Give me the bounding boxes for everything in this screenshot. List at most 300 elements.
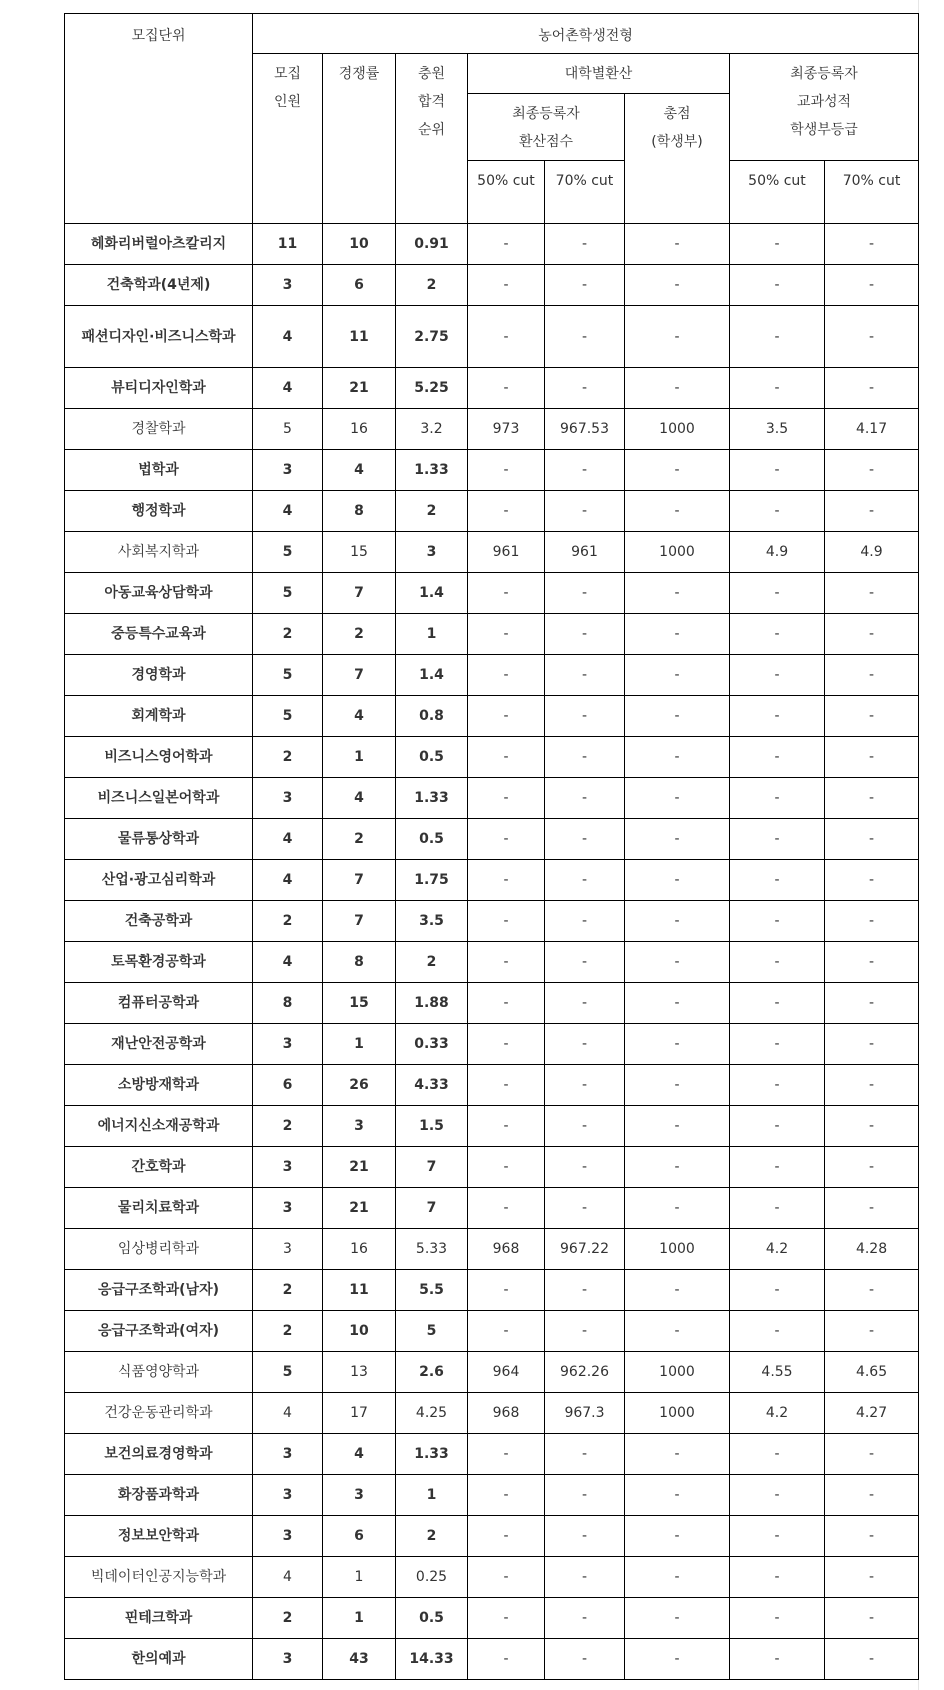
- cut50-grade-cell: 4.55: [730, 1352, 825, 1393]
- quota-cell: 3: [253, 1639, 323, 1680]
- dept-name-cell: 간호학과: [65, 1147, 253, 1188]
- dept-name-cell: 임상병리학과: [65, 1229, 253, 1270]
- competition-cell: 2: [323, 819, 396, 860]
- cut70-converted-cell: -: [545, 368, 625, 409]
- cut70-grade-cell: -: [825, 819, 919, 860]
- waitlist-cell: 4.33: [396, 1065, 468, 1106]
- cut50-grade-cell: -: [730, 983, 825, 1024]
- table-row: [65, 901, 919, 942]
- total-score-cell: -: [625, 1516, 730, 1557]
- dept-name-cell: 비즈니스일본어학과: [65, 778, 253, 819]
- cut70-converted-cell: -: [545, 265, 625, 306]
- competition-cell: 15: [323, 983, 396, 1024]
- competition-cell: 10: [323, 1311, 396, 1352]
- quota-cell: 5: [253, 532, 323, 573]
- cut50-converted-cell: -: [468, 1024, 545, 1065]
- cut70-converted-cell: -: [545, 1024, 625, 1065]
- cut50-grade-cell: -: [730, 573, 825, 614]
- table-row: [65, 1475, 919, 1516]
- cut50-grade-cell: -: [730, 1065, 825, 1106]
- total-score-cell: 1000: [625, 1393, 730, 1434]
- cut70-converted-cell: -: [545, 224, 625, 265]
- total-score-cell: -: [625, 1311, 730, 1352]
- waitlist-cell: 3.5: [396, 901, 468, 942]
- cut50-grade-cell: -: [730, 1516, 825, 1557]
- waitlist-cell: 0.5: [396, 819, 468, 860]
- cut50-grade-cell: -: [730, 368, 825, 409]
- cut50-converted-cell: -: [468, 655, 545, 696]
- table-row: [65, 983, 919, 1024]
- table-row: [65, 1229, 919, 1270]
- competition-cell: 11: [323, 1270, 396, 1311]
- quota-cell: 3: [253, 1516, 323, 1557]
- cut70-grade-cell: -: [825, 983, 919, 1024]
- cut50-grade-cell: -: [730, 1598, 825, 1639]
- table-row: [65, 450, 919, 491]
- table-row: [65, 573, 919, 614]
- quota-cell: 4: [253, 942, 323, 983]
- waitlist-cell: 5.5: [396, 1270, 468, 1311]
- cut50-grade-cell: 4.2: [730, 1229, 825, 1270]
- cut70-grade-cell: -: [825, 942, 919, 983]
- dept-name-cell: 재난안전공학과: [65, 1024, 253, 1065]
- table-row: [65, 1352, 919, 1393]
- total-score-cell: 1000: [625, 532, 730, 573]
- total-score-cell: -: [625, 983, 730, 1024]
- competition-cell: 7: [323, 860, 396, 901]
- dept-name-cell: 응급구조학과(여자): [65, 1311, 253, 1352]
- dept-name-cell: 물리치료학과: [65, 1188, 253, 1229]
- cut70-converted-cell: -: [545, 1065, 625, 1106]
- competition-cell: 1: [323, 737, 396, 778]
- cut70-converted-cell: 967.22: [545, 1229, 625, 1270]
- quota-cell: 4: [253, 819, 323, 860]
- cut50-converted-cell: -: [468, 1065, 545, 1106]
- table-row: [65, 655, 919, 696]
- cut50-converted-cell: 968: [468, 1229, 545, 1270]
- total-score-cell: 1000: [625, 1352, 730, 1393]
- total-score-cell: -: [625, 1557, 730, 1598]
- total-score-cell: -: [625, 491, 730, 532]
- cut70-converted-cell: -: [545, 1106, 625, 1147]
- dept-name-cell: 경영학과: [65, 655, 253, 696]
- dept-name-cell: 회계학과: [65, 696, 253, 737]
- quota-cell: 2: [253, 1311, 323, 1352]
- competition-cell: 13: [323, 1352, 396, 1393]
- quota-cell: 4: [253, 860, 323, 901]
- table-row: [65, 224, 919, 265]
- cut50-converted-cell: -: [468, 265, 545, 306]
- waitlist-cell: 5.33: [396, 1229, 468, 1270]
- cut70-grade-cell: -: [825, 1639, 919, 1680]
- competition-cell: 4: [323, 450, 396, 491]
- table-row: [65, 1516, 919, 1557]
- total-score-cell: -: [625, 1270, 730, 1311]
- header-track: 농어촌학생전형: [253, 14, 919, 54]
- cut70-grade-cell: -: [825, 1024, 919, 1065]
- cut50-converted-cell: -: [468, 1147, 545, 1188]
- cut70-grade-cell: -: [825, 491, 919, 532]
- total-score-cell: -: [625, 901, 730, 942]
- cut50-converted-cell: -: [468, 1639, 545, 1680]
- total-score-cell: -: [625, 1639, 730, 1680]
- table-row: [65, 409, 919, 450]
- total-score-cell: -: [625, 1106, 730, 1147]
- total-score-cell: -: [625, 942, 730, 983]
- waitlist-cell: 0.33: [396, 1024, 468, 1065]
- cut70-converted-cell: -: [545, 860, 625, 901]
- table-row: [65, 942, 919, 983]
- dept-name-cell: 아동교육상담학과: [65, 573, 253, 614]
- quota-cell: 2: [253, 1270, 323, 1311]
- total-score-cell: -: [625, 860, 730, 901]
- competition-cell: 16: [323, 1229, 396, 1270]
- quota-cell: 2: [253, 1598, 323, 1639]
- table-row: [65, 1106, 919, 1147]
- header-waitlist-rank: 충원 합격 순위: [396, 54, 468, 224]
- cut70-grade-cell: -: [825, 614, 919, 655]
- total-score-cell: -: [625, 737, 730, 778]
- cut70-converted-cell: -: [545, 901, 625, 942]
- cut70-grade-cell: -: [825, 696, 919, 737]
- competition-cell: 7: [323, 655, 396, 696]
- cut50-converted-cell: -: [468, 1106, 545, 1147]
- cut50-converted-cell: -: [468, 368, 545, 409]
- competition-cell: 1: [323, 1024, 396, 1065]
- competition-cell: 6: [323, 265, 396, 306]
- table-row: [65, 368, 919, 409]
- competition-cell: 4: [323, 1434, 396, 1475]
- dept-name-cell: 화장품과학과: [65, 1475, 253, 1516]
- competition-cell: 21: [323, 368, 396, 409]
- waitlist-cell: 1.88: [396, 983, 468, 1024]
- cut70-grade-cell: -: [825, 265, 919, 306]
- cut50-grade-cell: -: [730, 1106, 825, 1147]
- dept-name-cell: 법학과: [65, 450, 253, 491]
- quota-cell: 5: [253, 573, 323, 614]
- total-score-cell: 1000: [625, 409, 730, 450]
- cut70-converted-cell: -: [545, 696, 625, 737]
- cut70-converted-cell: -: [545, 1188, 625, 1229]
- cut70-grade-cell: -: [825, 1106, 919, 1147]
- quota-cell: 11: [253, 224, 323, 265]
- cut70-converted-cell: -: [545, 1434, 625, 1475]
- cut50-converted-cell: -: [468, 1475, 545, 1516]
- competition-cell: 7: [323, 573, 396, 614]
- cut50-grade-cell: -: [730, 1270, 825, 1311]
- waitlist-cell: 2: [396, 942, 468, 983]
- cut50-grade-cell: -: [730, 901, 825, 942]
- competition-cell: 11: [323, 306, 396, 368]
- cut50-grade-cell: -: [730, 819, 825, 860]
- waitlist-cell: 0.25: [396, 1557, 468, 1598]
- cut70-converted-cell: 967.3: [545, 1393, 625, 1434]
- cut70-grade-cell: -: [825, 860, 919, 901]
- cut50-grade-cell: -: [730, 491, 825, 532]
- cut70-converted-cell: -: [545, 1639, 625, 1680]
- quota-cell: 4: [253, 1393, 323, 1434]
- cut50-grade-cell: 4.9: [730, 532, 825, 573]
- cut70-grade-cell: -: [825, 655, 919, 696]
- cut70-grade-cell: -: [825, 1598, 919, 1639]
- cut50-grade-cell: -: [730, 1475, 825, 1516]
- table-row: [65, 1598, 919, 1639]
- total-score-cell: -: [625, 696, 730, 737]
- dept-name-cell: 비즈니스영어학과: [65, 737, 253, 778]
- total-score-cell: -: [625, 1024, 730, 1065]
- cut50-converted-cell: -: [468, 614, 545, 655]
- table-row: [65, 860, 919, 901]
- cut70-grade-cell: -: [825, 778, 919, 819]
- waitlist-cell: 1.33: [396, 1434, 468, 1475]
- cut70-grade-cell: 4.17: [825, 409, 919, 450]
- waitlist-cell: 5: [396, 1311, 468, 1352]
- header-total-score: 총점 (학생부): [625, 94, 730, 224]
- quota-cell: 4: [253, 306, 323, 368]
- quota-cell: 2: [253, 614, 323, 655]
- waitlist-cell: 7: [396, 1188, 468, 1229]
- cut50-grade-cell: -: [730, 1311, 825, 1352]
- cut70-grade-cell: -: [825, 1516, 919, 1557]
- cut70-grade-cell: 4.28: [825, 1229, 919, 1270]
- dept-name-cell: 핀테크학과: [65, 1598, 253, 1639]
- cut70-grade-cell: -: [825, 1557, 919, 1598]
- competition-cell: 10: [323, 224, 396, 265]
- quota-cell: 3: [253, 1188, 323, 1229]
- competition-cell: 7: [323, 901, 396, 942]
- cut50-grade-cell: -: [730, 942, 825, 983]
- cut50-converted-cell: -: [468, 1434, 545, 1475]
- cut50-converted-cell: -: [468, 983, 545, 1024]
- total-score-cell: -: [625, 1065, 730, 1106]
- waitlist-cell: 14.33: [396, 1639, 468, 1680]
- waitlist-cell: 2: [396, 491, 468, 532]
- cut70-converted-cell: -: [545, 737, 625, 778]
- cut50-converted-cell: 973: [468, 409, 545, 450]
- quota-cell: 3: [253, 1229, 323, 1270]
- dept-name-cell: 보건의료경영학과: [65, 1434, 253, 1475]
- cut70-converted-cell: -: [545, 1475, 625, 1516]
- quota-cell: 4: [253, 368, 323, 409]
- cut70-grade-cell: -: [825, 1270, 919, 1311]
- table-row: [65, 778, 919, 819]
- quota-cell: 4: [253, 1557, 323, 1598]
- competition-cell: 2: [323, 614, 396, 655]
- cut50-converted-cell: -: [468, 901, 545, 942]
- dept-name-cell: 빅데이터인공지능학과: [65, 1557, 253, 1598]
- cut70-converted-cell: -: [545, 1147, 625, 1188]
- waitlist-cell: 1: [396, 614, 468, 655]
- table-row: [65, 1311, 919, 1352]
- cut70-converted-cell: -: [545, 983, 625, 1024]
- waitlist-cell: 0.5: [396, 737, 468, 778]
- quota-cell: 5: [253, 655, 323, 696]
- waitlist-cell: 1.5: [396, 1106, 468, 1147]
- cut50-grade-cell: -: [730, 265, 825, 306]
- cut70-converted-cell: -: [545, 614, 625, 655]
- table-body: [65, 14, 919, 1680]
- dept-name-cell: 경찰학과: [65, 409, 253, 450]
- total-score-cell: -: [625, 1147, 730, 1188]
- table-row: [65, 1188, 919, 1229]
- total-score-cell: -: [625, 614, 730, 655]
- waitlist-cell: 2.75: [396, 306, 468, 368]
- quota-cell: 3: [253, 450, 323, 491]
- dept-name-cell: 건축학과(4년제): [65, 265, 253, 306]
- header-unit: 모집단위: [65, 14, 253, 224]
- quota-cell: 6: [253, 1065, 323, 1106]
- header-univ-conversion: 대학별환산: [468, 54, 730, 94]
- total-score-cell: -: [625, 1598, 730, 1639]
- table-row: [65, 1270, 919, 1311]
- admission-results-table: [64, 13, 919, 1680]
- cut50-grade-cell: -: [730, 306, 825, 368]
- cut50-converted-cell: -: [468, 1311, 545, 1352]
- cut50-grade-cell: -: [730, 1639, 825, 1680]
- waitlist-cell: 0.8: [396, 696, 468, 737]
- total-score-cell: -: [625, 1188, 730, 1229]
- competition-cell: 8: [323, 491, 396, 532]
- cut50-converted-cell: -: [468, 1516, 545, 1557]
- header-quota: 모집 인원: [253, 54, 323, 224]
- dept-name-cell: 정보보안학과: [65, 1516, 253, 1557]
- dept-name-cell: 소방방재학과: [65, 1065, 253, 1106]
- table-row: [65, 491, 919, 532]
- waitlist-cell: 1.4: [396, 655, 468, 696]
- quota-cell: 3: [253, 1434, 323, 1475]
- quota-cell: 3: [253, 1475, 323, 1516]
- quota-cell: 2: [253, 1106, 323, 1147]
- waitlist-cell: 1.33: [396, 450, 468, 491]
- total-score-cell: -: [625, 573, 730, 614]
- dept-name-cell: 산업·광고심리학과: [65, 860, 253, 901]
- dept-name-cell: 패션디자인·비즈니스학과: [65, 306, 253, 368]
- competition-cell: 8: [323, 942, 396, 983]
- dept-name-cell: 헤화리버럴아츠칼리지: [65, 224, 253, 265]
- cut50-converted-cell: -: [468, 1188, 545, 1229]
- quota-cell: 2: [253, 901, 323, 942]
- cut50-grade-cell: -: [730, 1024, 825, 1065]
- competition-cell: 16: [323, 409, 396, 450]
- table-row: [65, 306, 919, 368]
- dept-name-cell: 에너지신소재공학과: [65, 1106, 253, 1147]
- dept-name-cell: 건강운동관리학과: [65, 1393, 253, 1434]
- competition-cell: 21: [323, 1147, 396, 1188]
- cut70-grade-cell: -: [825, 573, 919, 614]
- cut70-converted-cell: -: [545, 819, 625, 860]
- cut70-grade-cell: -: [825, 1434, 919, 1475]
- cut50-converted-cell: 964: [468, 1352, 545, 1393]
- cut70-grade-cell: -: [825, 1188, 919, 1229]
- competition-cell: 1: [323, 1598, 396, 1639]
- quota-cell: 3: [253, 1024, 323, 1065]
- table-row: [65, 1393, 919, 1434]
- quota-cell: 4: [253, 491, 323, 532]
- quota-cell: 5: [253, 409, 323, 450]
- table-row: [65, 1065, 919, 1106]
- cut50-converted-cell: 968: [468, 1393, 545, 1434]
- cut50-grade-cell: -: [730, 450, 825, 491]
- cut70-converted-cell: -: [545, 1516, 625, 1557]
- waitlist-cell: 1.75: [396, 860, 468, 901]
- cut50-grade-cell: -: [730, 860, 825, 901]
- cut70-grade-cell: -: [825, 901, 919, 942]
- competition-cell: 4: [323, 778, 396, 819]
- total-score-cell: -: [625, 306, 730, 368]
- cut50-grade-cell: -: [730, 1557, 825, 1598]
- dept-name-cell: 물류통상학과: [65, 819, 253, 860]
- cut70-grade-cell: -: [825, 306, 919, 368]
- competition-cell: 17: [323, 1393, 396, 1434]
- cut50-converted-cell: -: [468, 860, 545, 901]
- cut70-grade-cell: -: [825, 1147, 919, 1188]
- cut50-converted-cell: -: [468, 224, 545, 265]
- table-row: [65, 737, 919, 778]
- cut70-grade-cell: -: [825, 368, 919, 409]
- quota-cell: 8: [253, 983, 323, 1024]
- table-row: [65, 1434, 919, 1475]
- cut50-converted-cell: -: [468, 819, 545, 860]
- cut70-grade-cell: -: [825, 1311, 919, 1352]
- waitlist-cell: 7: [396, 1147, 468, 1188]
- quota-cell: 2: [253, 737, 323, 778]
- waitlist-cell: 3: [396, 532, 468, 573]
- cut50-converted-cell: -: [468, 573, 545, 614]
- cut70-grade-cell: -: [825, 737, 919, 778]
- cut70-converted-cell: -: [545, 778, 625, 819]
- cut50-converted-cell: -: [468, 491, 545, 532]
- table-row: [65, 819, 919, 860]
- cut70-converted-cell: -: [545, 573, 625, 614]
- waitlist-cell: 1: [396, 1475, 468, 1516]
- competition-cell: 6: [323, 1516, 396, 1557]
- cut70-converted-cell: -: [545, 942, 625, 983]
- waitlist-cell: 4.25: [396, 1393, 468, 1434]
- cut50-converted-cell: -: [468, 942, 545, 983]
- competition-cell: 1: [323, 1557, 396, 1598]
- total-score-cell: -: [625, 265, 730, 306]
- quota-cell: 5: [253, 1352, 323, 1393]
- cut70-grade-cell: -: [825, 1065, 919, 1106]
- cut70-converted-cell: 961: [545, 532, 625, 573]
- cut50-grade-cell: -: [730, 696, 825, 737]
- cut50-converted-cell: -: [468, 450, 545, 491]
- table-row: [65, 1024, 919, 1065]
- total-score-cell: -: [625, 819, 730, 860]
- table-row: [65, 1557, 919, 1598]
- waitlist-cell: 2.6: [396, 1352, 468, 1393]
- cut50-grade-cell: -: [730, 778, 825, 819]
- competition-cell: 15: [323, 532, 396, 573]
- cut50-grade-cell: -: [730, 1147, 825, 1188]
- header-row-1: [65, 14, 919, 54]
- dept-name-cell: 사회복지학과: [65, 532, 253, 573]
- cut70-converted-cell: -: [545, 1311, 625, 1352]
- cut50-converted-cell: -: [468, 306, 545, 368]
- cut70-converted-cell: -: [545, 1270, 625, 1311]
- cut50-grade-cell: -: [730, 614, 825, 655]
- total-score-cell: -: [625, 778, 730, 819]
- quota-cell: 3: [253, 778, 323, 819]
- dept-name-cell: 응급구조학과(남자): [65, 1270, 253, 1311]
- waitlist-cell: 1.33: [396, 778, 468, 819]
- cut70-converted-cell: -: [545, 1557, 625, 1598]
- table-row: [65, 1147, 919, 1188]
- cut70-grade-cell: 4.65: [825, 1352, 919, 1393]
- cut50-grade-cell: 4.2: [730, 1393, 825, 1434]
- cut50-converted-cell: -: [468, 1598, 545, 1639]
- cut50-grade-cell: -: [730, 224, 825, 265]
